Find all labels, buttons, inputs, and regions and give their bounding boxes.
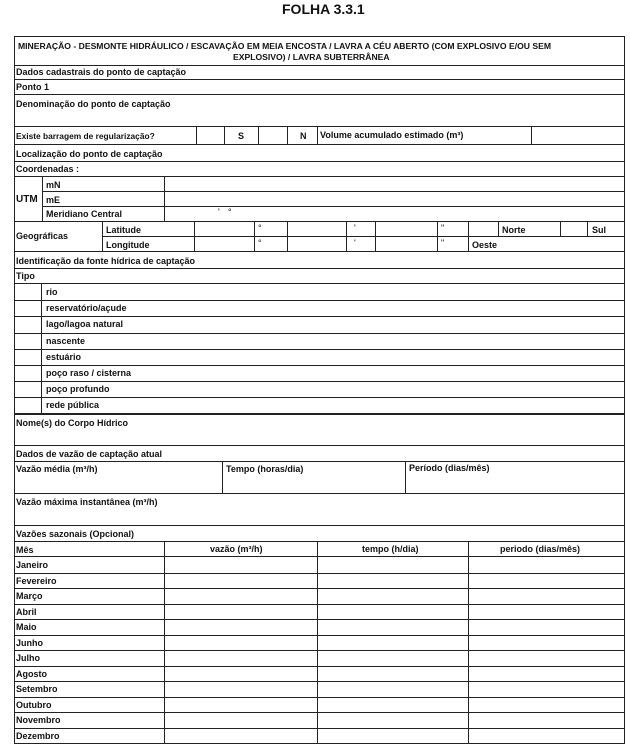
divider bbox=[42, 365, 625, 366]
divider bbox=[42, 333, 625, 334]
me-label: mE bbox=[46, 195, 61, 205]
lat-sec: " bbox=[441, 223, 445, 233]
divider bbox=[560, 221, 561, 236]
divider bbox=[287, 127, 288, 144]
utm-label: UTM bbox=[16, 194, 38, 205]
vazao-media-label: Vazão média (m³/h) bbox=[16, 464, 98, 474]
divider bbox=[14, 65, 625, 66]
tipo-label: Tipo bbox=[16, 271, 35, 281]
sazonais-label: Vazões sazonais (Opcional) bbox=[16, 529, 135, 539]
option-n[interactable]: N bbox=[300, 131, 307, 141]
col-periodo: periodo (dias/mês) bbox=[500, 544, 581, 554]
tipo-option: reservatório/açude bbox=[46, 303, 127, 314]
mn-label: mN bbox=[46, 180, 61, 190]
col-mes: Mês bbox=[16, 545, 34, 555]
ponto-label: Ponto 1 bbox=[16, 82, 49, 92]
table-row bbox=[14, 697, 625, 698]
divider bbox=[42, 176, 43, 221]
denominacao-label: Denominação do ponto de captação bbox=[16, 99, 171, 109]
month-label: Abril bbox=[16, 606, 37, 617]
divider bbox=[14, 556, 625, 557]
option-s[interactable]: S bbox=[238, 131, 245, 141]
coordenadas-label: Coordenadas : bbox=[16, 164, 80, 174]
tipo-checkbox[interactable] bbox=[14, 397, 42, 414]
divider bbox=[42, 191, 625, 192]
divider bbox=[196, 127, 197, 144]
divider bbox=[254, 221, 255, 251]
table-row bbox=[14, 619, 625, 620]
month-label: Junho bbox=[16, 637, 43, 648]
divider bbox=[14, 79, 625, 80]
divider bbox=[437, 221, 438, 251]
month-label: Janeiro bbox=[16, 560, 49, 570]
tipo-checkbox[interactable] bbox=[14, 333, 42, 350]
divider bbox=[164, 541, 165, 744]
norte-label[interactable]: Norte bbox=[502, 225, 526, 235]
table-row bbox=[14, 604, 625, 605]
month-label: Fevereiro bbox=[16, 575, 57, 586]
lon-sec: " bbox=[441, 238, 445, 248]
tipo-checkbox[interactable] bbox=[14, 349, 42, 366]
table-row bbox=[14, 650, 625, 651]
tipo-option: lago/lagoa natural bbox=[46, 319, 124, 330]
lon-deg: ° bbox=[258, 238, 262, 248]
tipo-checkbox[interactable] bbox=[14, 316, 42, 333]
divider bbox=[317, 127, 318, 144]
geograficas-label: Geográficas bbox=[16, 231, 69, 241]
table-row bbox=[14, 681, 625, 682]
col-tempo: tempo (h/dia) bbox=[362, 544, 419, 554]
month-label: Setembro bbox=[16, 684, 58, 694]
divider bbox=[14, 176, 625, 177]
tipo-option: poço raso / cisterna bbox=[46, 368, 132, 378]
divider bbox=[375, 221, 376, 251]
barragem-label: Existe barragem de regularização? bbox=[16, 131, 155, 141]
vazao-atual-label: Dados de vazão de captação atual bbox=[16, 449, 163, 459]
divider bbox=[14, 525, 625, 526]
tipo-option: rio bbox=[46, 287, 58, 297]
divider bbox=[14, 94, 625, 95]
divider bbox=[405, 461, 406, 493]
divider bbox=[258, 127, 259, 144]
longitude-label: Longitude bbox=[106, 240, 150, 250]
divider bbox=[14, 144, 625, 145]
divider bbox=[42, 397, 625, 398]
month-label: Maio bbox=[16, 622, 37, 632]
divider bbox=[14, 221, 625, 222]
divider bbox=[14, 541, 625, 542]
col-vazao: vazão (m³/h) bbox=[210, 544, 263, 554]
divider bbox=[498, 221, 499, 236]
tipo-option: rede pública bbox=[46, 400, 100, 411]
tipo-option: estuário bbox=[46, 351, 82, 362]
month-label: Março bbox=[16, 591, 43, 601]
divider bbox=[224, 127, 225, 144]
lat-min: ' bbox=[354, 223, 356, 233]
divider bbox=[14, 413, 625, 414]
divider bbox=[222, 461, 223, 493]
month-label: Novembro bbox=[16, 715, 61, 725]
divider bbox=[42, 316, 625, 317]
table-row bbox=[14, 728, 625, 729]
divider bbox=[531, 127, 532, 144]
divider bbox=[468, 541, 469, 744]
volume-label: Volume acumulado estimado (m³) bbox=[320, 130, 464, 140]
table-row bbox=[14, 573, 625, 574]
lat-deg: ° bbox=[258, 223, 262, 233]
tipo-checkbox[interactable] bbox=[14, 300, 42, 317]
denominacao-field[interactable] bbox=[14, 110, 625, 127]
table-row bbox=[14, 588, 625, 589]
divider bbox=[14, 251, 625, 252]
periodo-label: Período (dias/mês) bbox=[409, 463, 490, 473]
tipo-option: nascente bbox=[46, 335, 86, 346]
divider bbox=[42, 206, 625, 207]
header-line-2: EXPLOSIVO) / LAVRA SUBTERRÂNEA bbox=[233, 52, 390, 62]
divider bbox=[14, 283, 625, 284]
divider bbox=[194, 221, 195, 251]
corpo-hidrico-label: Nome(s) do Corpo Hídrico bbox=[16, 418, 128, 428]
divider bbox=[42, 300, 625, 301]
section-cadastral: Dados cadastrais do ponto de captação bbox=[16, 67, 187, 77]
vazao-max-label: Vazão máxima instantânea (m³/h) bbox=[16, 497, 158, 507]
month-label: Dezembro bbox=[16, 730, 60, 741]
divider bbox=[102, 236, 625, 237]
identificacao-label: Identificação da fonte hídrica de captação bbox=[16, 256, 196, 266]
sul-label[interactable]: Sul bbox=[592, 225, 607, 235]
table-row bbox=[14, 712, 625, 713]
divider bbox=[346, 221, 347, 251]
divider bbox=[14, 268, 625, 269]
divider bbox=[14, 493, 625, 494]
tipo-checkbox[interactable] bbox=[14, 365, 42, 382]
meridiano-min: ' bbox=[218, 207, 220, 217]
header-line-1: MINERAÇÃO - DESMONTE HIDRÁULICO / ESCAVAÇÃO EM MEIA ENCOSTA / LAVRA A CÉU ABERTO (COM EXPLOSIVO E/OU SEM bbox=[18, 41, 551, 51]
divider bbox=[14, 161, 625, 162]
divider bbox=[317, 541, 318, 744]
divider bbox=[468, 221, 469, 251]
table-row bbox=[14, 635, 625, 636]
sheet-title: FOLHA 3.3.1 bbox=[282, 1, 365, 17]
divider bbox=[287, 221, 288, 251]
meridiano-deg: ° bbox=[228, 207, 232, 217]
month-label: Julho bbox=[16, 653, 40, 663]
divider bbox=[587, 221, 588, 236]
table-row bbox=[14, 666, 625, 667]
month-label: Outubro bbox=[16, 699, 52, 710]
divider bbox=[164, 176, 165, 221]
tipo-checkbox[interactable] bbox=[14, 381, 42, 398]
lon-min: ' bbox=[354, 238, 356, 248]
tempo-label: Tempo (horas/dia) bbox=[226, 464, 304, 474]
tipo-option: poço profundo bbox=[46, 384, 110, 395]
divider bbox=[42, 349, 625, 350]
month-label: Agosto bbox=[16, 668, 47, 679]
tipo-checkbox[interactable] bbox=[14, 284, 42, 301]
divider bbox=[14, 461, 625, 462]
oeste-label[interactable]: Oeste bbox=[472, 240, 498, 250]
localizacao-label: Localização do ponto de captação bbox=[16, 149, 163, 159]
divider bbox=[14, 445, 625, 446]
latitude-label: Latitude bbox=[106, 225, 141, 235]
meridiano-label: Meridiano Central bbox=[46, 209, 123, 219]
divider bbox=[42, 381, 625, 382]
